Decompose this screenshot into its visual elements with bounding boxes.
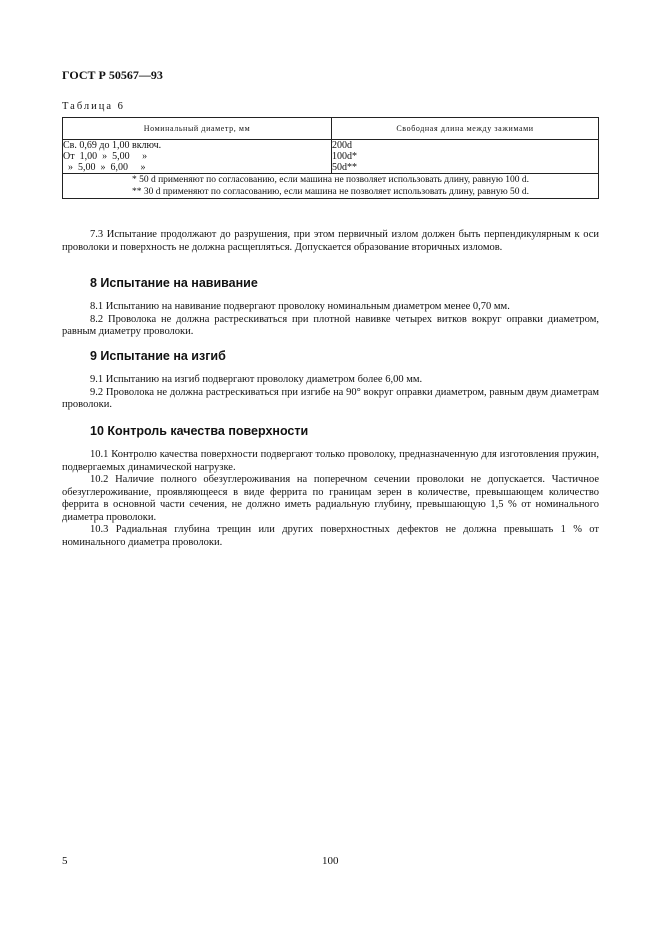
paragraph-10-1: 10.1 Контролю качества поверхности подвергают только проволоку, предназначенную для изготовления пружин, подвергаемых динамической нагрузке. — [62, 449, 599, 473]
section-8-body — [62, 301, 599, 339]
diameter-value: » 5,00 » 6,00 » — [63, 162, 146, 173]
table-notes-row — [63, 174, 599, 199]
document-code: ГОСТ Р 50567—93 — [62, 68, 163, 82]
free-length-value: 50d** — [332, 162, 357, 173]
paragraph-7-3-block — [62, 229, 599, 254]
paragraph-9-1: 9.1 Испытанию на изгиб подвергают проволоку диаметром более 6,00 мм. — [90, 374, 423, 385]
page-section-number: 5 — [62, 855, 68, 867]
table-caption: Таблица 6 — [62, 101, 125, 112]
paragraph-7-3: 7.3 Испытание продолжают до разрушения, при этом первичный излом должен быть перпендикулярным к оси проволоки и поверхность не должна расщепляться. Допускается образование вторичных изломов. — [62, 229, 599, 253]
section-9-body — [62, 374, 599, 412]
section-9-heading: 9 Испытание на изгиб — [90, 349, 226, 363]
column-header-free-length: Свободная длина между зажимами — [332, 118, 599, 140]
page-number: 100 — [322, 855, 339, 867]
paragraph-8-1: 8.1 Испытанию на навивание подвергают проволоку номинальным диаметром менее 0,70 мм. — [90, 301, 510, 312]
free-length-value: 200d — [332, 140, 352, 151]
paragraph-10-2: 10.2 Наличие полного обезуглероживания на поперечном сечении проволоки не допускается. Частичное обезуглероживание, проявляющееся в виде феррита по границам зерен в количестве, превышающем количество феррита в основной части сечения, не должно иметь радиальную глубину, превышающую 1,5 % от номинального диаметра проволоки. — [62, 474, 599, 523]
table-header-row — [63, 118, 599, 140]
table-footnote: ** 30 d применяют по согласованию, если машина не позволяет использовать длину, равную 50 d. — [131, 187, 530, 197]
paragraph-8-2: 8.2 Проволока не должна растрескиваться при плотной навивке четырех витков вокруг оправки диаметром, равным диаметру проволоки. — [62, 313, 599, 337]
paragraph-10-3: 10.3 Радиальная глубина трещин или других поверхностных дефектов не должна превышать 1 % от номинального диаметра проволоки. — [62, 524, 599, 548]
table-6 — [62, 117, 599, 199]
column-header-diameter: Номинальный диаметр, мм — [63, 118, 332, 140]
diameter-value: От 1,00 » 5,00 » — [63, 151, 148, 162]
paragraph-9-2: 9.2 Проволока не должна растрескиваться при изгибе на 90° вокруг оправки диаметром, равным двум диаметрам проволоки. — [62, 386, 599, 410]
diameter-cell — [63, 140, 332, 174]
table-footnote: * 50 d применяют по согласованию, если машина не позволяет использовать длину, равную 100 d. — [131, 175, 530, 185]
free-length-value: 100d* — [332, 151, 357, 162]
section-10-body — [62, 449, 599, 549]
table-notes — [63, 174, 599, 199]
diameter-value: Св. 0,69 до 1,00 включ. — [63, 140, 162, 151]
table-body-row — [63, 140, 599, 174]
section-10-heading: 10 Контроль качества поверхности — [90, 424, 309, 438]
section-8-heading: 8 Испытание на навивание — [90, 276, 258, 290]
free-length-cell — [332, 140, 599, 174]
